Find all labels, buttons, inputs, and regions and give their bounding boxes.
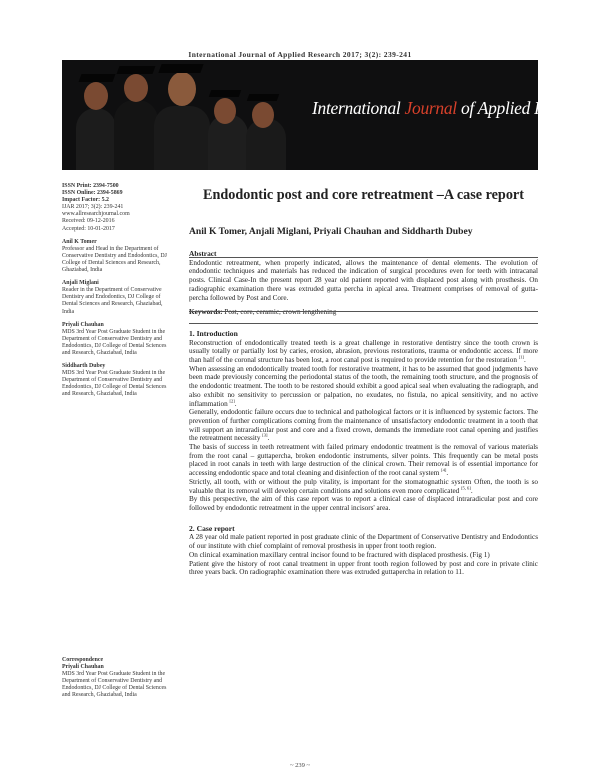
paragraph: On clinical examination maxillary central incisor found to be fractured with displaced prosthesis. (Fig 1) [189, 550, 490, 559]
graduate-head [84, 82, 108, 110]
author-affiliation [62, 322, 174, 357]
sidebar-metadata [62, 183, 174, 699]
journal-citation-header: International Journal of Applied Research 2017; 3(2): 239-241 [188, 50, 412, 59]
banner-journal-title: International Journal of Applied Research [312, 98, 597, 118]
author-affil: Reader in the Department of Conservative Dentistry and Endodontics, DJ College of Dental Sciences and Research, Ghaziabad, India [62, 287, 163, 315]
meta-website: www.allresearchjournal.com [62, 211, 130, 218]
citation-ref: [3] [262, 432, 268, 438]
paragraph: When assessing an endodontically treated tooth for restorative treatment, it has to be assumed that good judgments have been made previously concerning the periodontal status of the tooth, the remaining tooth structure, and the prognosis of the endodontic treatment. The tooth to be restored should exhibit a good apical seal when evaluating the radiograph, and also exhibit no sensitivity to percussion or palpation, no exudates, no fistula, no apical sensitivity, and no active inflammation [2]. [189, 364, 538, 408]
author-affil: MDS 3rd Year Post Graduate Student in the Department of Conservative Dentistry and Endodontics, DJ College of Dental Sciences and Research, Ghaziabad, India [62, 328, 167, 356]
citation-ref: [5, 6] [461, 485, 471, 491]
author-affil: MDS 3rd Year Post Graduate Student in the Department of Conservative Dentistry and Endodontics, DJ College of Dental Sciences and Research, Ghaziabad, India [62, 370, 167, 398]
citation-ref: [4] [441, 467, 447, 473]
correspondence-affil: MDS 3rd Year Post Graduate Student in the Department of Conservative Dentistry and Endodontics, DJ College of Dental Sciences and Research, Ghaziabad, India [62, 671, 167, 699]
author-affil: Professor and Head in the Department of Conservative Dentistry and Endodontics, DJ College of Dental Sciences and Research, Ghaziabad, India [62, 245, 167, 274]
graduate-head [252, 102, 274, 128]
graduate-figure [154, 106, 210, 170]
paragraph: Patient give the history of root canal treatment in upper front tooth region followed by post and core in private clinic three years back. On radiographic examination there was extruded guttapercha in relation to 11. [189, 559, 538, 577]
correspondence-label: Correspondence [62, 657, 104, 663]
publication-meta [62, 183, 174, 233]
article-body [189, 183, 538, 577]
paragraph: The basis of success in teeth retreatment with failed primary endodontic treatment is the removal of various materials from the root canal – guttapercha, broken endodontic instruments, silver points. This frequently can be metal posts placed in root canals in teeth with large destruction of the clinical crown. Their removal is of essential importance for accessing endodontic space and total cleaning and disinfection of the root canal system [4]. [189, 443, 538, 478]
author-name: Priyali Chauhan [62, 321, 104, 328]
meta-citation: IJAR 2017; 3(2): 239-241 [62, 204, 124, 211]
meta-issn-print: ISSN Print: 2394-7500 [62, 183, 119, 189]
graduate-figure [76, 108, 116, 170]
graduation-cap-icon [247, 94, 280, 101]
graduate-head [214, 98, 236, 124]
paragraph: Generally, endodontic failure occurs due to technical and pathological factors or it is influenced by systemic factors. The prevention of further complications coming from the maintenance of unsatisfactory endodontic treatment in a tooth that will support an intraradicular post and core and a fixed crown, demands the immediate root canal opening and justifies the retreatment necessity [3]. [189, 408, 538, 443]
graduation-cap-icon [117, 66, 156, 74]
article-authors: Anil K Tomer, Anjali Miglani, Priyali Chauhan and Siddharth Dubey [189, 226, 473, 237]
author-affiliation [62, 363, 174, 398]
divider [189, 311, 538, 312]
correspondence-name: Priyali Chauhan [62, 664, 104, 671]
paragraph: By this perspective, the aim of this case report was to report a clinical case of displaced intraradicular post and core followed by endodontic retreatment in the upper central incisors' area. [189, 495, 538, 512]
article-title: Endodontic post and core retreatment –A case report [203, 187, 524, 203]
author-name: Anjali Miglani [62, 280, 99, 287]
paragraph: A 28 year old male patient reported in post graduate clinic of the Department of Conservative Dentistry and Endodontics of our institute with chief complaint of removal prosthesis in upper front tooth region. [189, 533, 538, 551]
author-name: Siddharth Dubey [62, 363, 106, 370]
meta-impact-factor: Impact Factor: 5.2 [62, 197, 109, 204]
graduation-cap-icon [79, 74, 116, 82]
author-affiliation [62, 280, 174, 315]
author-name: Anil K Tomer [62, 238, 97, 245]
section-heading-introduction: 1. Introduction [189, 328, 238, 338]
page-number: ~ 239 ~ [289, 762, 311, 769]
citation-ref: [2] [229, 398, 235, 404]
author-affiliation [62, 239, 174, 274]
meta-issn-online: ISSN Online: 2394-5869 [62, 190, 123, 197]
meta-accepted: Accepted: 10-01-2017 [62, 225, 115, 232]
paragraph: Strictly, all tooth, with or without the pulp vitality, is important for the stomatognathic system Often, the tooth is so valuable that its removal will develop certain conditions and solutions even more complicated [5, 6]. [189, 477, 538, 495]
graduate-head [168, 72, 196, 106]
graduate-head [124, 74, 148, 102]
abstract-text: Endodontic retreatment, when properly indicated, allows the maintenance of dental elements. The evolution of endodontic techniques and materials has reduced the indication of surgical procedures even for teeth with intracanal posts. Clinical Case-In the present report 28 year old patient reported with displaced post along with prosthesis. On radiographic examination there was extruded gutta percha in apical area. Treatment comprises of removal of gutta-percha followed by Post and Core. [189, 258, 538, 302]
divider [189, 257, 538, 258]
abstract-heading: Abstract [189, 249, 217, 258]
citation-ref: [1] [518, 354, 524, 360]
keywords: Keywords: Post, core, ceramic, crown lengthening [189, 308, 337, 317]
correspondence-block [62, 657, 174, 700]
graduation-cap-icon [158, 64, 203, 73]
graduate-figure [114, 100, 158, 170]
journal-banner [62, 60, 597, 170]
divider [189, 323, 538, 324]
graduation-cap-icon [209, 90, 242, 97]
paragraph: Reconstruction of endodontically treated teeth is a great challenge in restorative dentistry since the tooth crown is usually totally or partially lost by caries, erosion, abrasion, previous restorations, trauma or endodontic access. If more than half of the coronal structure has been lost, a root canal post is required to provide retention for the restoration [1]. [189, 338, 538, 365]
section-heading-case-report: 2. Case report [189, 523, 235, 533]
meta-received: Received: 09-12-2016 [62, 218, 115, 225]
